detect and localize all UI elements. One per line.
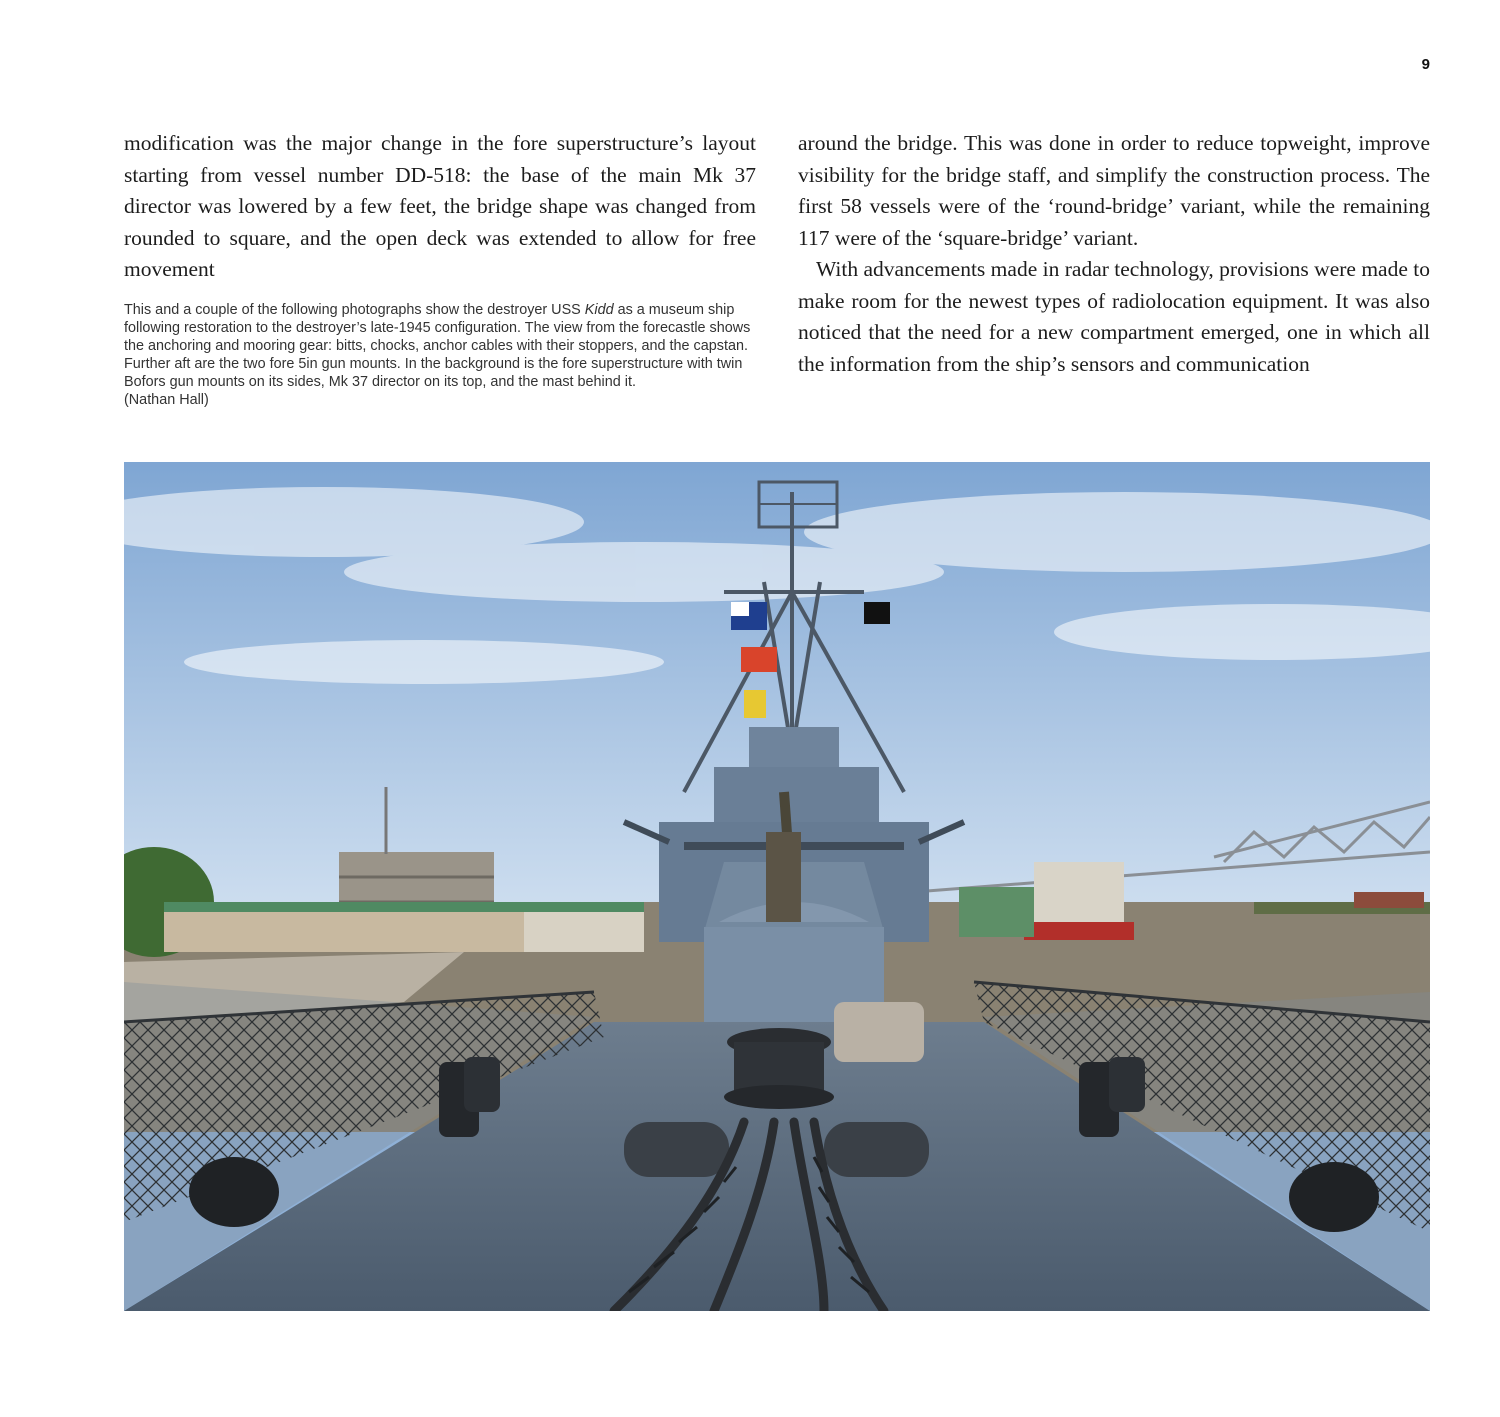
caption-ship-name: Kidd <box>584 302 614 318</box>
right-paragraph-2: With advancements made in radar technology, provisions were made to make room for the newest types of radiolocation equipment. It was also noticed that the need for a new compartment emerged, one in which all the information from the ship’s sensors and communication <box>798 257 1430 376</box>
photo-caption <box>124 301 764 409</box>
anchor-stopper <box>624 1122 729 1177</box>
destroyer-forecastle-photo <box>124 462 1430 1311</box>
deck-tarp <box>834 1002 924 1062</box>
right-paragraph-1: around the bridge. This was done in order to reduce topweight, improve visibility for the bridge staff, and simplify the construction process. The first 58 vessels were of the ‘round-bridge’ variant, while the remaining 117 were of the ‘square-bridge’ variant. <box>798 131 1430 250</box>
caption-text-start: This and a couple of the following photographs show the destroyer USS <box>124 302 585 318</box>
mooring-chock <box>1289 1162 1379 1232</box>
pagoda-pier <box>959 887 1034 937</box>
anchor-stopper <box>824 1122 929 1177</box>
cargo-ship <box>1354 892 1424 908</box>
right-text-column <box>798 128 1430 380</box>
signal-flag <box>741 647 777 672</box>
mooring-bitt <box>1109 1057 1145 1112</box>
left-paragraph: modification was the major change in the fore superstructure’s layout starting from vessel number DD-518: the base of the main Mk 37 director was lowered by a few feet, the bridge shape was changed from rounded to square, and the open deck was extended to allow for free movement <box>124 131 756 281</box>
caption-text-end: as a museum ship following restoration to the destroyer’s late-1945 configuration. The view from the forecastle shows the anchoring and mooring gear: bitts, chocks, anchor cables with their stoppers, and the capstan. Further aft are the two fore 5in gun mounts. In the background is the fore superstructure with twin Bofors gun mounts on its sides, Mk 37 director on its top, and the mast behind it. <box>124 302 751 390</box>
gun-cover <box>766 832 801 922</box>
mooring-chock <box>189 1157 279 1227</box>
photo-illustration <box>124 462 1430 1311</box>
mk37-director <box>749 727 839 772</box>
mooring-bitt <box>464 1057 500 1112</box>
jolly-roger-flag <box>864 602 890 624</box>
page-number: 9 <box>1421 56 1430 73</box>
riverboat <box>1034 862 1124 932</box>
left-text-column <box>124 128 756 286</box>
signal-flag <box>744 690 766 718</box>
caption-credit: (Nathan Hall) <box>124 392 209 408</box>
